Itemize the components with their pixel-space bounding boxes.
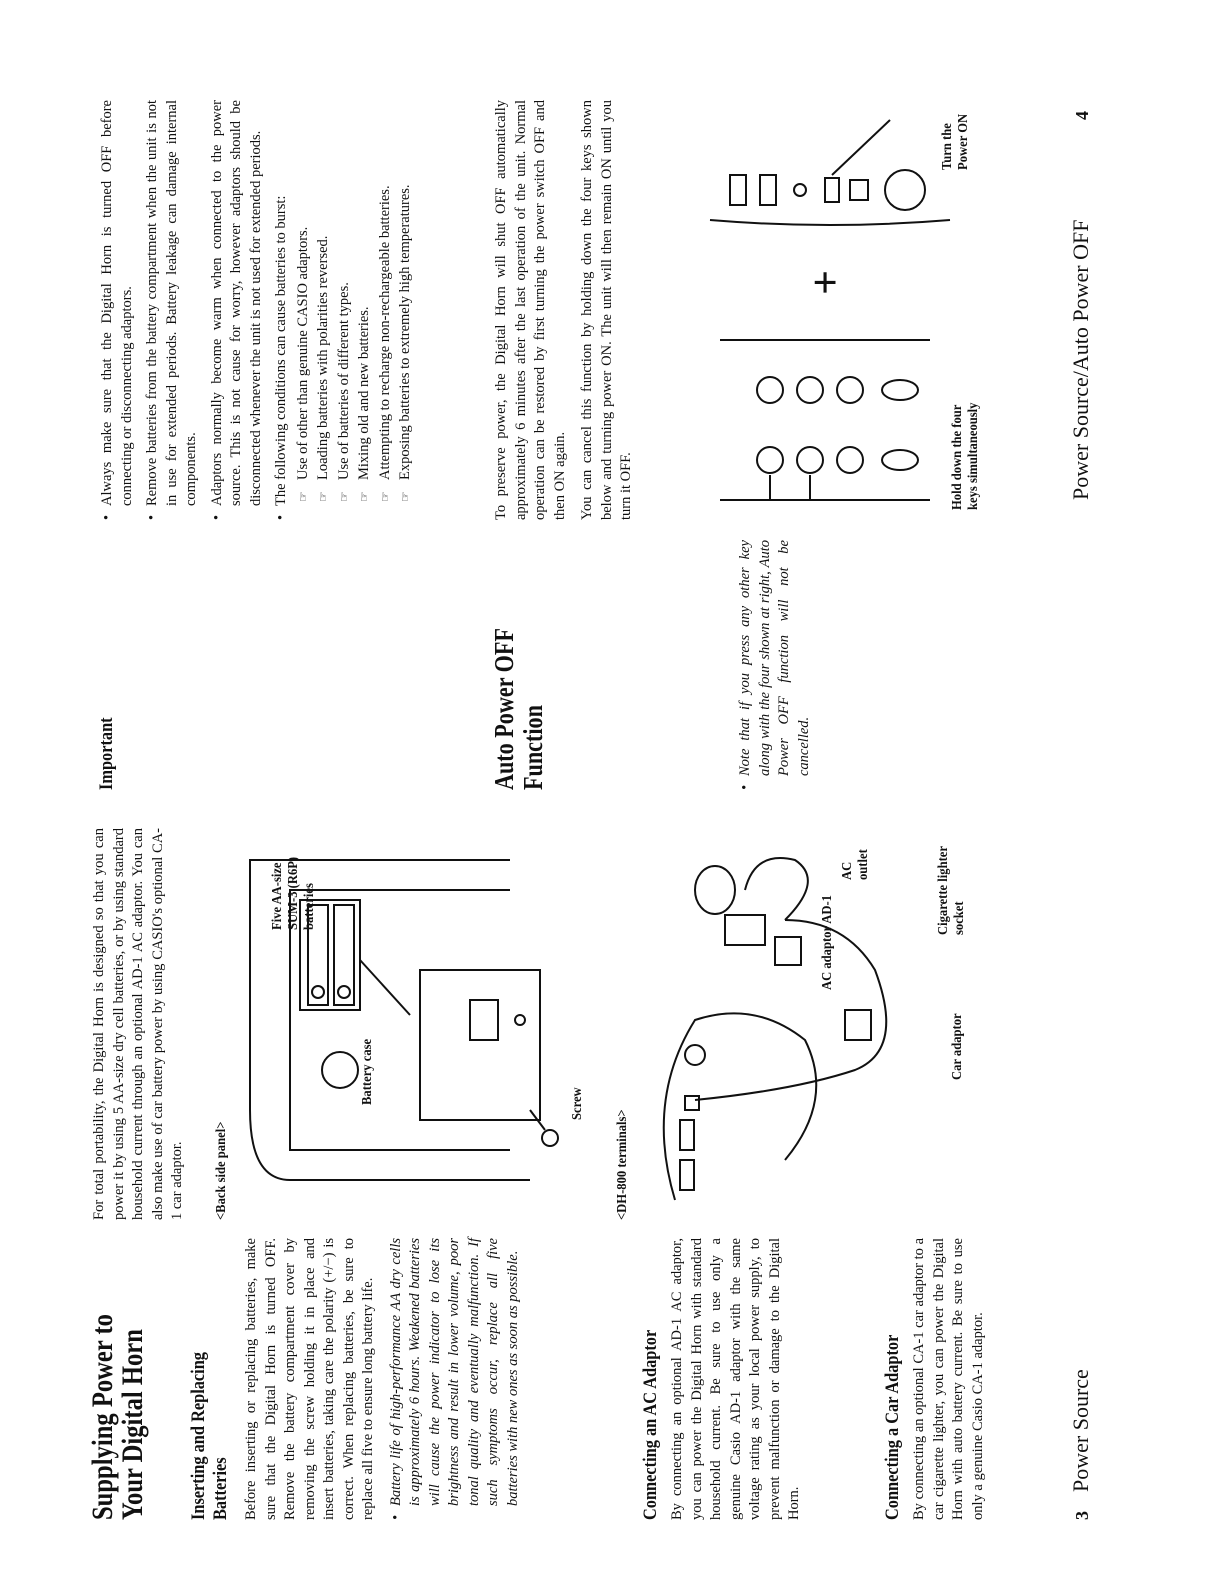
important-item-4 bbox=[272, 100, 416, 520]
burst-condition-6: ☞ Exposing batteries to extremely high temperatures. bbox=[396, 100, 416, 506]
auto-power-text bbox=[492, 100, 645, 520]
label-batteries-line-2: SUM-3 (R6P) bbox=[286, 856, 301, 930]
battery-case-cover bbox=[420, 970, 540, 1120]
auto-text-1: To preserve power, the Digital Horn will shut OFF automatically approximately 6 minutes after the last operation of the unit. Normal operation can be restored by first turning the power switch OFF and then ON again. bbox=[493, 100, 568, 520]
label-batteries-line-1: Five AA-size bbox=[270, 862, 285, 930]
car-adaptor-plug bbox=[845, 1010, 871, 1040]
label-turn-line-2: Power ON bbox=[956, 113, 971, 170]
car-adaptor-heading: Connecting a Car Adaptor bbox=[882, 1334, 903, 1520]
label-screw: Screw bbox=[570, 1087, 585, 1120]
back-panel-caption: <Back side panel> bbox=[214, 1121, 229, 1220]
panel-jack-1 bbox=[730, 175, 746, 205]
footer-title-right: Power Source/Auto Power OFF bbox=[1068, 219, 1093, 500]
label-batteries-line-3: batteries bbox=[302, 883, 317, 930]
auto-note-text: • Note that if you press any other key along with the four shown at right, Auto Power OFF function will not be cancelled. bbox=[736, 540, 814, 790]
battery-cell-bottom bbox=[334, 905, 354, 1005]
ac-adaptor-heading: Connecting an AC Adaptor bbox=[640, 1329, 661, 1520]
panel-edge bbox=[710, 220, 950, 225]
burst-condition-4: ☞ Mixing old and new batteries. bbox=[355, 100, 375, 506]
important-list bbox=[98, 100, 422, 520]
terminal-jack-1 bbox=[680, 1160, 694, 1190]
burst-condition-1: ☞ Use of other than genuine CASIO adaptors. bbox=[294, 100, 314, 506]
dc-in-jack bbox=[850, 180, 868, 200]
label-car-adaptor: Car adaptor bbox=[950, 1013, 965, 1080]
ac-adaptor-text: By connecting an optional AD-1 AC adaptor, you can power the Digital Horn with standard household current. Be sure to use only a genuine Casio AD-1 adaptor with the same voltage rating as your local power supply, to prevent malfunction or damage to the Digital Horn. bbox=[669, 1238, 802, 1520]
manual-spread bbox=[60, 100, 1120, 1520]
label-hold-line-1: Hold down the four bbox=[950, 404, 965, 510]
label-lighter-socket bbox=[936, 846, 968, 935]
batteries-heading-line-2: Batteries bbox=[210, 1457, 231, 1520]
thumb-key-icon bbox=[882, 450, 918, 470]
screw-head bbox=[542, 1130, 558, 1146]
auto-heading-line-2: Function bbox=[518, 705, 548, 790]
lighter-cable bbox=[745, 858, 808, 920]
page-number-4: 4 bbox=[1072, 111, 1092, 120]
label-ac-outlet: AC outlet bbox=[840, 849, 871, 880]
auto-note bbox=[736, 540, 820, 790]
page-4 bbox=[60, 100, 1120, 790]
burst-condition-2: ☞ Loading batteries with polarities reversed. bbox=[314, 100, 334, 506]
panel-jack-2 bbox=[760, 175, 776, 205]
label-battery-case: Battery case bbox=[360, 1038, 375, 1105]
burst-condition-5: ☞ Attempting to recharge non-rechargeable batteries. bbox=[376, 100, 396, 506]
plus-symbol: + bbox=[801, 269, 850, 295]
key-2-icon bbox=[797, 447, 823, 473]
batteries-heading-line-1: Inserting and Replacing bbox=[188, 1352, 209, 1520]
batteries-heading bbox=[188, 1352, 232, 1520]
label-turn-line-1: Turn the bbox=[940, 123, 955, 170]
label-ac-adaptor: AC adaptor AD-1 bbox=[820, 895, 835, 990]
important-heading: Important bbox=[96, 717, 117, 790]
terminals-caption: <DH-800 terminals> bbox=[615, 1109, 630, 1220]
label-hold-line-2: keys simultaneously bbox=[966, 402, 981, 510]
power-panel-drawing bbox=[700, 90, 960, 230]
burst-condition-3: ☞ Use of batteries of different types. bbox=[335, 100, 355, 506]
burst-intro: The following conditions can cause batteries to burst: bbox=[273, 195, 289, 506]
terminal-dc-in bbox=[685, 1096, 699, 1110]
key-6-icon bbox=[837, 377, 863, 403]
intro-text: For total portability, the Digital Horn is designed so that you can power it by using 5 AA-size dry cell batteries, or by using standard household current through an optional AD-1 AC adaptor. You can also make use of car battery power by using CASIO's optional CA-1 car adaptor. bbox=[91, 828, 185, 1220]
screw-hole bbox=[515, 1015, 525, 1025]
auto-heading-line-1: Auto Power OFF bbox=[489, 628, 519, 790]
panel-phones-jack bbox=[794, 184, 806, 196]
important-item-1: • Always make sure that the Digital Horn is turned OFF before connecting or disconnecting adaptors. bbox=[98, 100, 137, 520]
keys-drawing bbox=[700, 320, 950, 520]
battery-minus-symbol bbox=[338, 986, 350, 998]
key-1-icon bbox=[757, 447, 783, 473]
battery-plus-symbol bbox=[312, 986, 324, 998]
important-item-2: • Remove batteries from the battery compartment when the unit is not in use for extended periods. Battery leakage can damage internal components. bbox=[143, 100, 202, 520]
power-leader bbox=[832, 120, 890, 175]
car-adaptor-section bbox=[910, 1238, 996, 1520]
mouthpiece-knob bbox=[322, 1052, 358, 1088]
battery-case-leader bbox=[360, 960, 410, 1015]
car-adaptor-text: By connecting an optional CA-1 car adaptor to a car cigarette lighter, you can power the Digital Horn with auto battery current. Be sure to use only a genuine Casio CA-1 adaptor. bbox=[911, 1238, 986, 1520]
ac-adaptor-section bbox=[668, 1238, 813, 1520]
auto-power-heading bbox=[490, 628, 548, 790]
label-lighter-line-1: Cigarette lighter bbox=[936, 846, 951, 935]
label-turn-power-on bbox=[940, 114, 972, 170]
ac-adaptor-box bbox=[775, 937, 801, 965]
key-5-icon bbox=[797, 377, 823, 403]
page-title bbox=[88, 1314, 148, 1520]
intro-paragraph bbox=[90, 828, 196, 1220]
page-3 bbox=[60, 830, 1120, 1520]
title-line-2: Your Digital Horn bbox=[116, 1329, 149, 1520]
power-switch-icon bbox=[825, 178, 839, 202]
page-number-3: 3 bbox=[1072, 1511, 1092, 1520]
batteries-section bbox=[242, 1238, 529, 1520]
title-line-1: Supplying Power to bbox=[86, 1314, 119, 1520]
important-item-3: • Adaptors normally become warm when connected to the power source. This is not cause for worry, however adaptors should be disconnected whenever the unit is not used for extended periods. bbox=[208, 100, 267, 520]
terminal-midi bbox=[685, 1045, 705, 1065]
ac-outlet-plate bbox=[725, 915, 765, 945]
battery-life-note: • Battery life of high-performance AA dry cells is approximately 6 hours. Weakened batteries will cause the power indicator to lose its brightness and result in lower volume, poor tonal quality and eventually malfunction. If such symptoms occur, replace all five batteries with new ones as soon as possible. bbox=[387, 1238, 524, 1520]
cigarette-lighter-socket bbox=[695, 866, 735, 914]
label-hold-keys bbox=[950, 403, 982, 510]
label-lighter-line-2: socket bbox=[952, 901, 967, 935]
octave-key-icon bbox=[882, 380, 918, 400]
footer-title-left: Power Source bbox=[1068, 1369, 1093, 1492]
terminal-jack-2 bbox=[680, 1120, 694, 1150]
key-3-icon bbox=[837, 447, 863, 473]
midi-port bbox=[885, 170, 925, 210]
horn-inner-outline bbox=[290, 890, 510, 1150]
horn-end-outline bbox=[664, 1013, 817, 1200]
batteries-text: Before inserting or replacing batteries, make sure that the Digital Horn is turned OFF. Remove the battery compartment cover by removing the screw holding it in place and insert batteries, taking care the polarity (+/−) is correct. When replacing batteries, be sure to replace all five to ensure long battery life. bbox=[243, 1238, 376, 1520]
key-4-icon bbox=[757, 377, 783, 403]
label-batteries bbox=[270, 857, 318, 930]
cover-switch bbox=[470, 1000, 498, 1040]
auto-text-2: You can cancel this function by holding down the four keys shown below and turning power ON. The unit will then remain ON until you turn it OFF. bbox=[579, 100, 634, 520]
